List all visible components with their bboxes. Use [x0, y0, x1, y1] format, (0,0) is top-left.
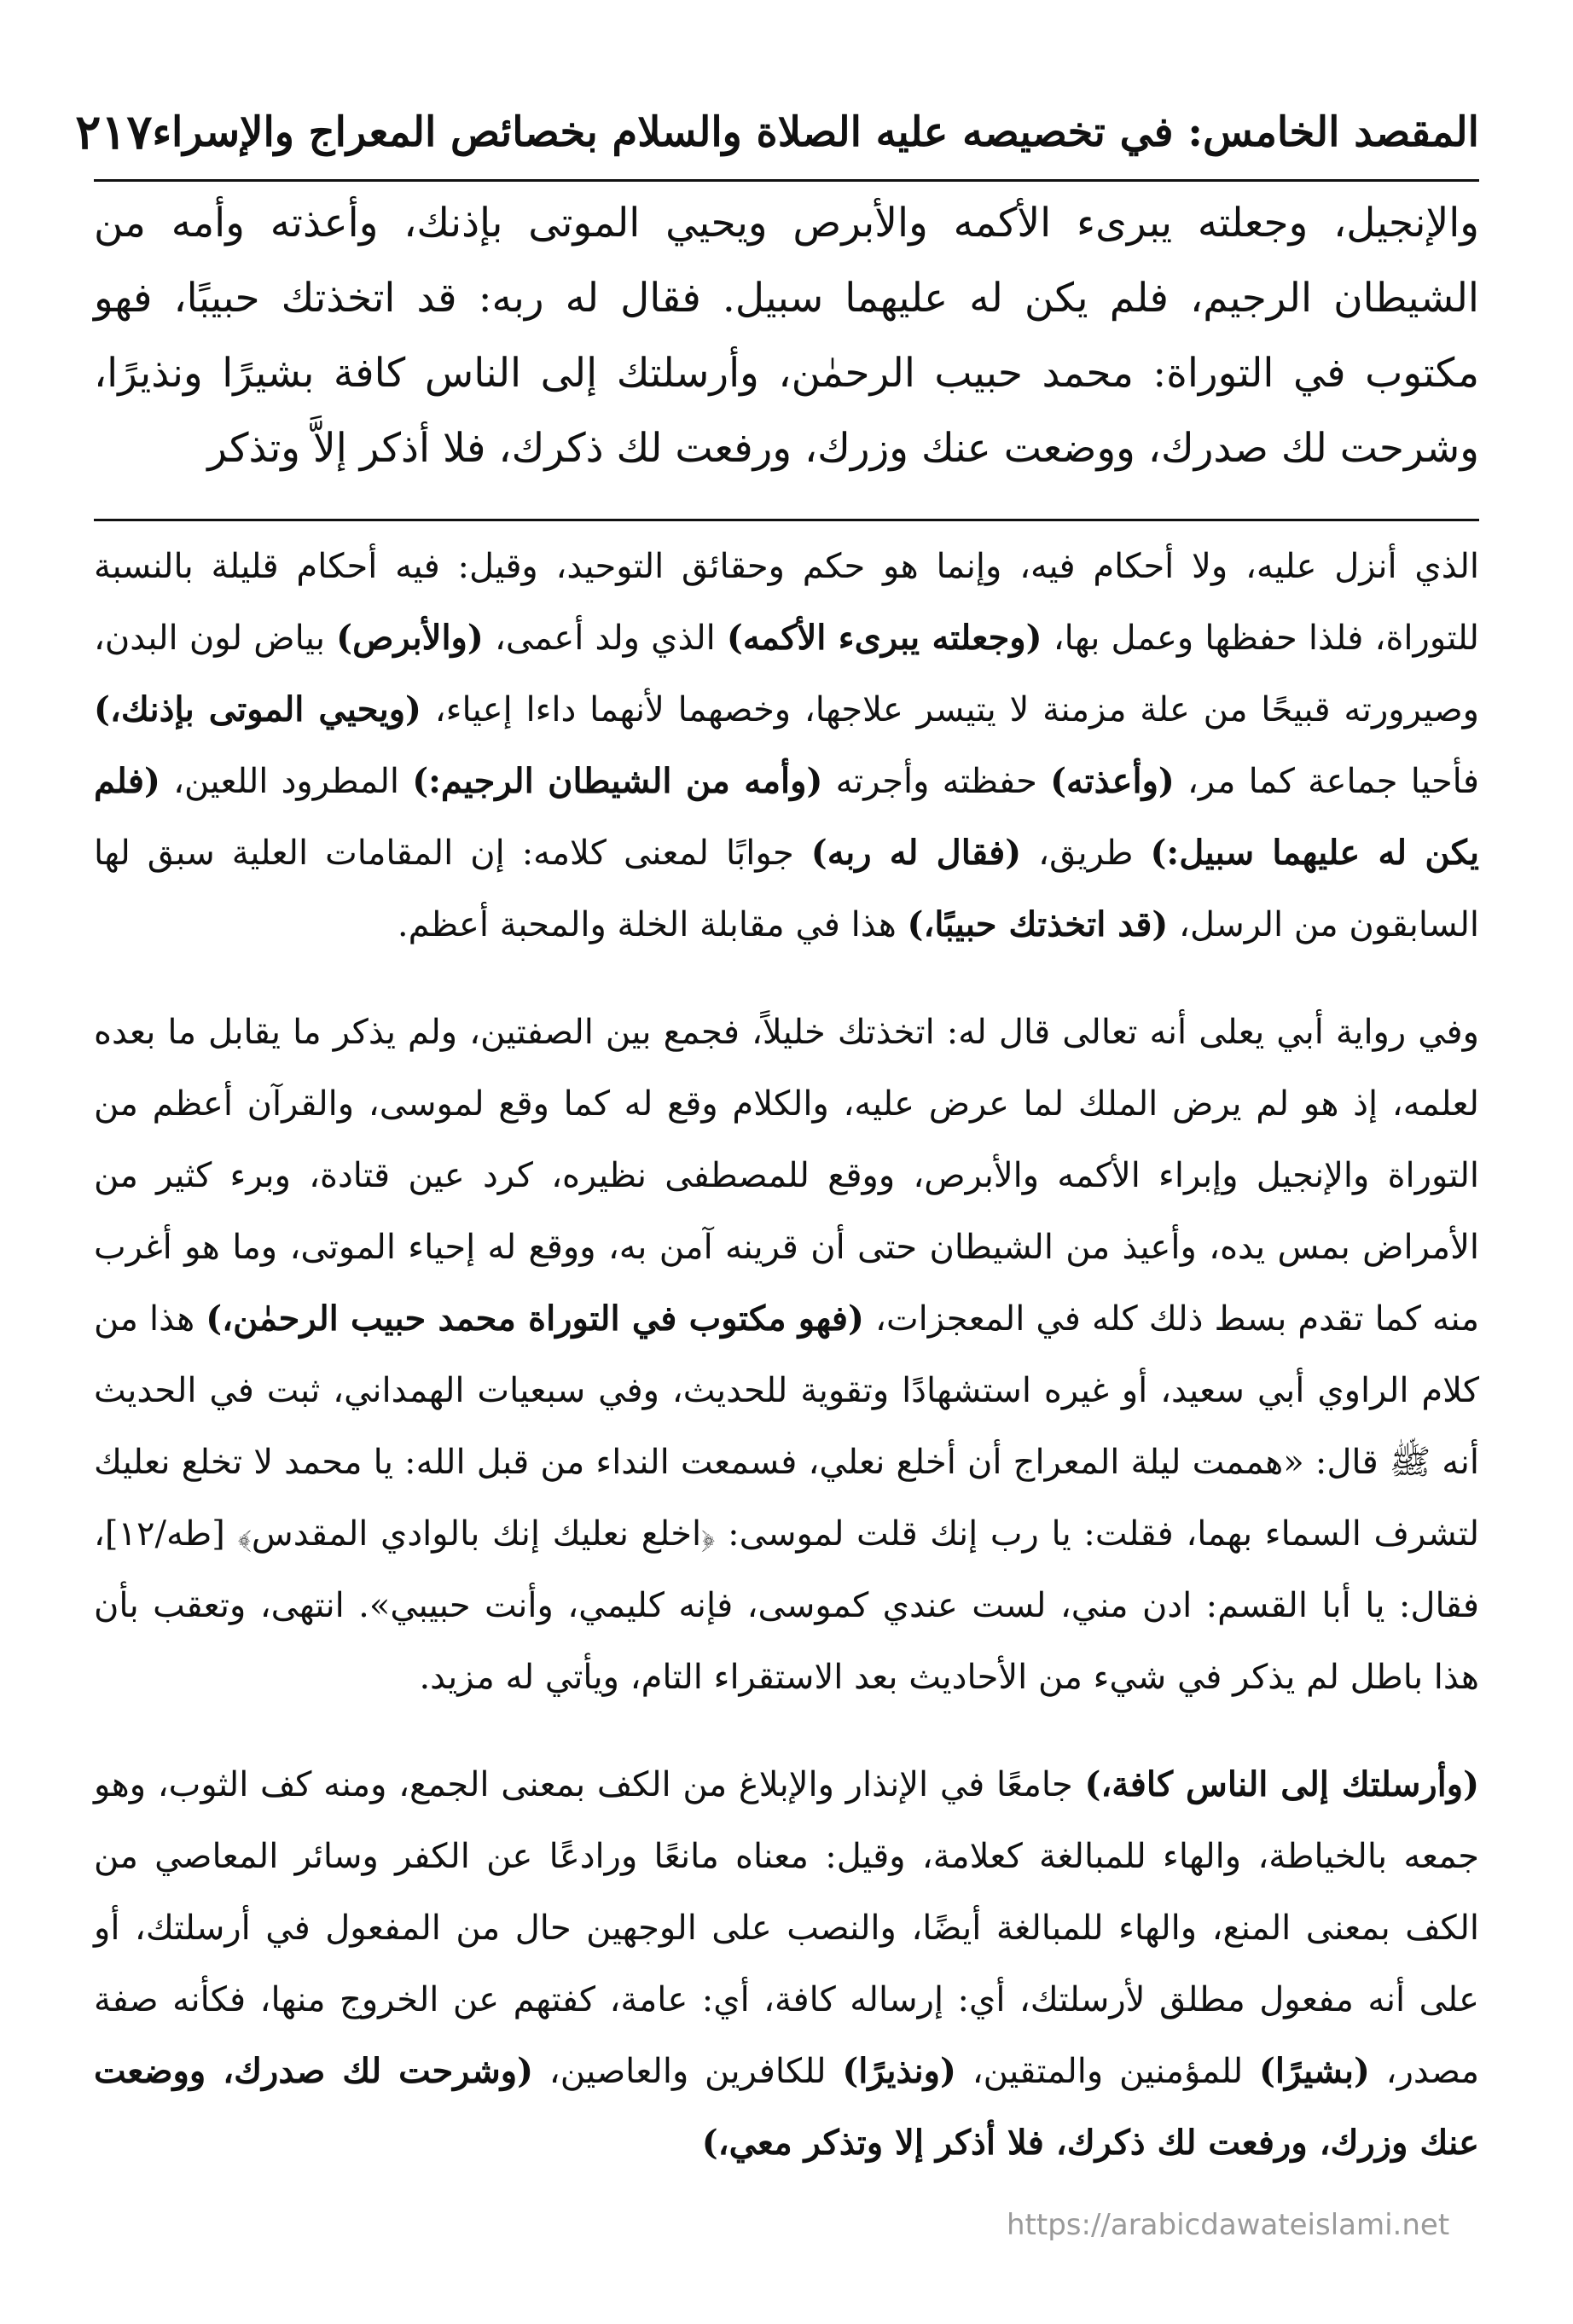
commentary-text: وفي رواية أبي يعلى أنه تعالى قال له: اتخذتك خليلاً، فجمع بين الصفتين، ولم يذكر ما يقابل ما بعده لعلمه، إذ هو لم يرض الملك لما عرض عليه، والكلام وقع له كما وقع لموسى، والقرآن أعظم من التوراة والإنجيل وإبراء الأكمه والأبرص، ووقع للمصطفى نظيره، كرد عين قتادة، وبرء كثير من الأمراض بمس يده، وأعيذ من الشيطان حتى أن قرينه آمن به، ووقع له إحياء الموتى، وما هو أغرب منه كما تقدم بسط ذلك كله في المعجزات، — [94, 1013, 1480, 1339]
quoted-phrase: (فهو مكتوب في التوراة محمد حبيب الرحمٰن،) — [206, 1299, 864, 1339]
quoted-phrase: (فلم يكن له عليهما سبيل:) — [94, 761, 1479, 873]
commentary-text: بياض لون البدن، وصيرورته قبيحًا من علة مزمنة لا يتيسر علاجها، وخصهما لأنهما داءا إعياء، — [94, 619, 1479, 729]
commentary-text: المطرود اللعين، — [160, 762, 413, 801]
quoted-phrase: (ويحيي الموتى بإذنك،) — [94, 689, 421, 729]
commentary-paragraph-2 — [94, 996, 1479, 1713]
commentary — [94, 531, 1479, 2179]
header-title: المقصد الخامس: في تخصيصه عليه الصلاة والسلام بخصائص المعراج والإسراء — [152, 108, 1479, 156]
commentary-text: هذا في مقابلة الخلة والمحبة أعظم. — [397, 905, 908, 944]
watermark-url: https://arabicdawateislami.net — [1007, 2208, 1450, 2242]
commentary-paragraph-1 — [94, 531, 1479, 961]
quoted-phrase: (ونذيرًا) — [842, 2051, 956, 2091]
commentary-text: للمؤمنين والمتقين، — [955, 2052, 1259, 2091]
commentary-text: جوابًا لمعنى كلامه: إن المقامات العلية سبق لها السابقون من الرسل، — [94, 834, 1479, 944]
commentary-text: هذا من كلام الراوي أبي سعيد، أو غيره استشهادًا وتقوية للحديث، وفي سبعيات الهمداني، ثبت في الحديث أنه ﷺ قال: «هممت ليلة المعراج أن أخلع نعلي، فسمعت النداء من قبل الله: يا محمد لا تخلع نعليك لتشرف السماء بهما، فقلت: يا رب إنك قلت لموسى: ﴿اخلع نعليك إنك بالوادي المقدس﴾ [طه/١٢]، فقال: يا أبا القسم: ادن مني، لست عندي كموسى، فإنه كليمي، وأنت حبيبي». انتهى، وتعقب بأن هذا باطل لم يذكر في شيء من الأحاديث بعد الاستقراء التام، ويأتي له مزيد. — [94, 1299, 1480, 1697]
commentary-text: جامعًا في الإنذار والإبلاغ من الكف بمعنى الجمع، ومنه كف الثوب، وهو جمعه بالخياطة، والهاء للمبالغة كعلامة، وقيل: معناه مانعًا ورادعًا عن الكفر وسائر المعاصي من الكف بمعنى المنع، والهاء للمبالغة أيضًا، والنصب على الوجهين حال من المفعول في أرسلتك، أو على أنه مفعول مطلق لأرسلتك، أي: إرساله كافة، أي: عامة، كفتهم عن الخروج منها، فكأنه صفة مصدر، — [94, 1765, 1479, 2091]
quoted-phrase: (وشرحت لك صدرك، ووضعت عنك وزرك، ورفعت لك ذكرك، فلا أذكر إلا وتذكر معي،) — [94, 2051, 1479, 2163]
quoted-phrase: (والأبرص) — [336, 618, 484, 658]
commentary-text: فأحيا جماعة كما مر، — [1174, 762, 1479, 801]
quoted-phrase: (وأعذته) — [1050, 761, 1175, 801]
quoted-phrase: (وأرسلتك إلى الناس كافة،) — [1084, 1764, 1480, 1804]
quoted-phrase: (بشيرًا) — [1258, 2051, 1370, 2091]
commentary-text: طريق، — [1021, 834, 1151, 873]
commentary-text: الذي أنزل عليه، ولا أحكام فيه، وإنما هو حكم وحقائق التوحيد، وقيل: فيه أحكام قليلة بالنسبة للتوراة، فلذا حفظها وعمل بها، — [94, 547, 1479, 658]
footnote-divider — [94, 519, 1479, 521]
quoted-phrase: (وأمه من الشيطان الرجيم:) — [412, 761, 823, 801]
quoted-phrase: (فقال له ربه) — [810, 833, 1022, 873]
commentary-paragraph-3 — [94, 1749, 1479, 2179]
running-header — [75, 85, 1479, 182]
main-text: والإنجيل، وجعلته يبرىء الأكمه والأبرص ويحيي الموتى بإذنك، وأعذته وأمه من الشيطان الرجيم، فلم يكن له عليهما سبيل. فقال له ربه: قد اتخذتك حبيبًا، فهو مكتوب في التوراة: محمد حبيب الرحمٰن، وأرسلتك إلى الناس كافة بشيرًا ونذيرًا، وشرحت لك صدرك، ووضعت عنك وزرك، ورفعت لك ذكرك، فلا أذكر إلاَّ وتذكر — [94, 200, 1479, 472]
commentary-text: حفظته وأجرته — [822, 762, 1051, 801]
commentary-text: الذي ولد أعمى، — [483, 619, 727, 658]
quoted-phrase: (وجعلته يبرىء الأكمه) — [726, 618, 1042, 658]
commentary-text: للكافرين والعاصين، — [533, 2052, 843, 2091]
quoted-phrase: (قد اتخذتك حبيبًا،) — [907, 904, 1169, 944]
page-number: ٢١٧ — [75, 104, 153, 160]
